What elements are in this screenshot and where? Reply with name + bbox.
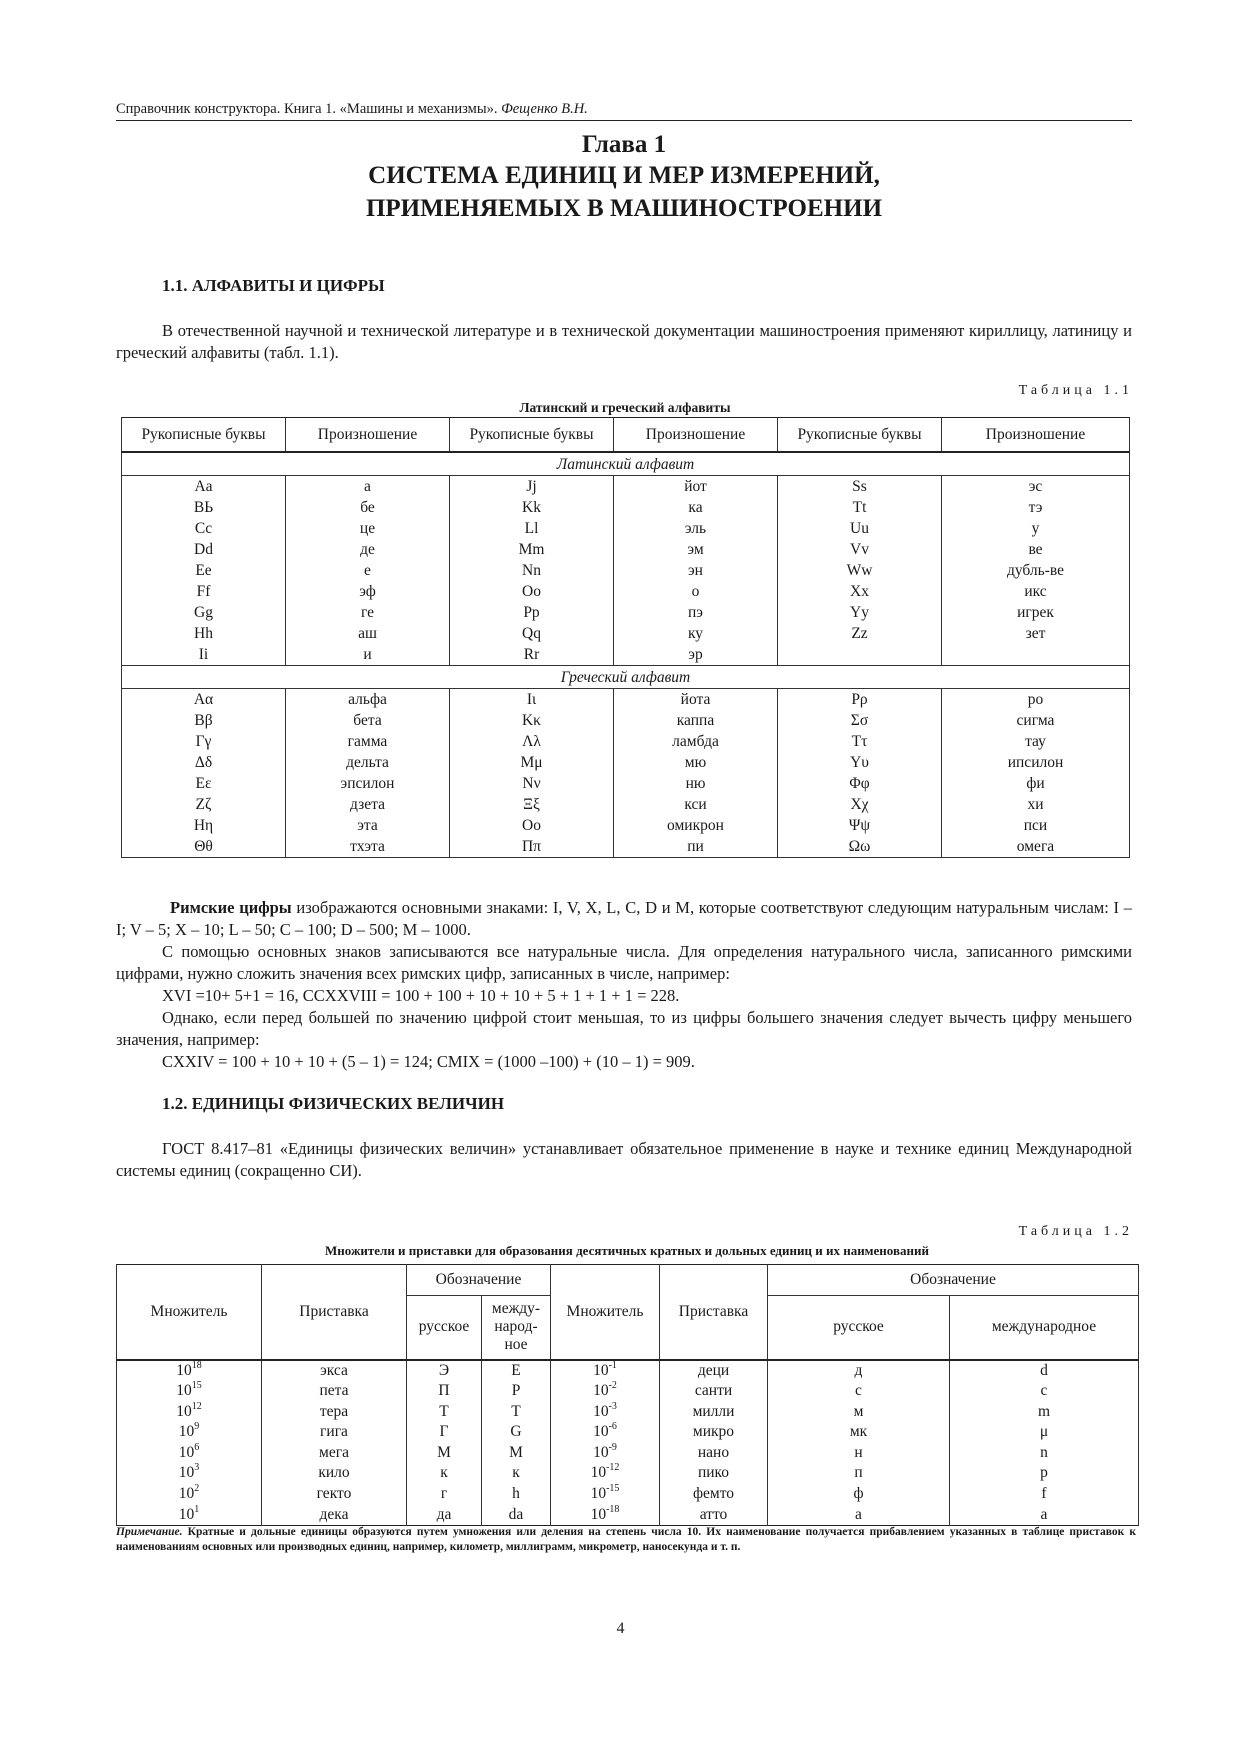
letter-cell: Ρρ: [778, 689, 942, 711]
letter-cell: Νν: [450, 773, 614, 794]
pronunciation-cell: зет: [942, 623, 1130, 644]
pronunciation-cell: а: [286, 476, 450, 498]
russian-symbol-cell: да: [407, 1505, 482, 1526]
pronunciation-cell: ро: [942, 689, 1130, 711]
pronunciation-cell: йот: [614, 476, 778, 498]
letter-cell: Δδ: [122, 752, 286, 773]
multiplier-header: Множитель: [551, 1265, 660, 1360]
multiplier-cell: [551, 1484, 660, 1505]
international-symbol-cell: n: [950, 1443, 1139, 1464]
pronunciation-cell: эн: [614, 560, 778, 581]
table-header-row: [122, 418, 1130, 453]
multiplier-cell: [117, 1422, 262, 1443]
russian-symbol-cell: ф: [768, 1484, 950, 1505]
multiplier-cell: [551, 1463, 660, 1484]
pronunciation-cell: ка: [614, 497, 778, 518]
prefix-cell: милли: [660, 1402, 768, 1423]
letter-cell: Xx: [778, 581, 942, 602]
section2-intro: ГОСТ 8.417–81 «Единицы физических величин» устанавливает обязательное применение в науке и технике единиц Международной системы единиц (сокращенно СИ).: [116, 1139, 1132, 1180]
column-header: Произношение: [286, 418, 450, 453]
russian-symbol-cell: г: [407, 1484, 482, 1505]
pronunciation-cell: и: [286, 644, 450, 666]
pronunciation-cell: тэ: [942, 497, 1130, 518]
prefix-cell: фемто: [660, 1484, 768, 1505]
multiplier-base: 10: [590, 1485, 607, 1503]
multiplier-exponent: -18: [606, 1503, 620, 1515]
pronunciation-cell: е: [286, 560, 450, 581]
letter-cell: Ll: [450, 518, 614, 539]
letter-cell: Ξξ: [450, 794, 614, 815]
letter-cell: Dd: [122, 539, 286, 560]
letter-cell: Ss: [778, 476, 942, 498]
table-row: [122, 518, 1130, 539]
section-heading-1-2: 1.2. ЕДИНИЦЫ ФИЗИЧЕСКИХ ВЕЛИЧИН: [162, 1094, 505, 1113]
pronunciation-cell: [942, 644, 1130, 666]
note-text: Кратные и дольные единицы образуются путем умножения или деления на степень числа 10. Их наименование получается прибавлением указанных в таблице приставок к наименованиям основных или производных единиц, например, километр, миллиграмм, микрометр, наносекунда и т. п.: [116, 1526, 1136, 1553]
russian-symbol-cell: Т: [407, 1402, 482, 1423]
letter-cell: Σσ: [778, 710, 942, 731]
multiplier-base: 10: [593, 1402, 609, 1420]
table-row: [122, 794, 1130, 815]
prefix-cell: нано: [660, 1443, 768, 1464]
multiplier-cell: [117, 1505, 262, 1526]
letter-cell: Aa: [122, 476, 286, 498]
table-row: [122, 773, 1130, 794]
multiplier-exponent: 9: [194, 1421, 200, 1433]
letter-cell: Hh: [122, 623, 286, 644]
pronunciation-cell: эм: [614, 539, 778, 560]
table-row: [122, 623, 1130, 644]
running-header: [116, 101, 588, 118]
letter-cell: Yy: [778, 602, 942, 623]
russian-symbol-cell: Э: [407, 1360, 482, 1382]
pronunciation-cell: ню: [614, 773, 778, 794]
pronunciation-cell: фи: [942, 773, 1130, 794]
table-row: [122, 815, 1130, 836]
international-symbol-cell: f: [950, 1484, 1139, 1505]
international-symbol-cell: T: [482, 1402, 551, 1423]
multiplier-cell: [551, 1443, 660, 1464]
international-symbol-cell: c: [950, 1381, 1139, 1402]
table-row: [117, 1360, 1139, 1382]
pronunciation-cell: гамма: [286, 731, 450, 752]
letter-cell: Εε: [122, 773, 286, 794]
multiplier-exponent: -1: [608, 1359, 617, 1371]
pronunciation-cell: мю: [614, 752, 778, 773]
russian-symbol-cell: М: [407, 1443, 482, 1464]
multiplier-exponent: 18: [191, 1359, 202, 1371]
table-row: [117, 1505, 1139, 1526]
header-title: Справочник конструктора. Книга 1. «Машины и механизмы».: [116, 101, 502, 117]
international-header: между-народ-ное: [482, 1296, 551, 1360]
prefix-cell: тера: [262, 1402, 407, 1423]
multiplier-base: 10: [593, 1361, 609, 1379]
table-row: [122, 710, 1130, 731]
multiplier-base: 10: [176, 1361, 192, 1379]
pronunciation-cell: це: [286, 518, 450, 539]
multiplier-cell: [551, 1381, 660, 1402]
table-row: [122, 644, 1130, 666]
column-header: Произношение: [942, 418, 1130, 453]
table2-caption: Множители и приставки для образования десятичных кратных и дольных единиц и их наименований: [325, 1243, 929, 1258]
pronunciation-cell: эль: [614, 518, 778, 539]
prefix-cell: санти: [660, 1381, 768, 1402]
russian-symbol-cell: а: [768, 1505, 950, 1526]
multiplier-exponent: -3: [608, 1400, 617, 1412]
pronunciation-cell: тау: [942, 731, 1130, 752]
pronunciation-cell: кси: [614, 794, 778, 815]
multiplier-base: 10: [593, 1443, 609, 1461]
letter-cell: Ωω: [778, 836, 942, 858]
multiplier-base: 10: [176, 1382, 192, 1400]
international-symbol-cell: G: [482, 1422, 551, 1443]
alphabet-section-title: Греческий алфавит: [122, 666, 1130, 689]
prefix-cell: гекто: [262, 1484, 407, 1505]
pronunciation-cell: сигма: [942, 710, 1130, 731]
roman-paragraph-2: С помощью основных знаков записываются все натуральные числа. Для определения натурального числа, записанного римскими цифрами, нужно сложить значения всех римских цифр, записанных в числе, например:: [116, 942, 1132, 983]
pronunciation-cell: эпсилон: [286, 773, 450, 794]
multiplier-base: 10: [178, 1464, 195, 1482]
roman-paragraph-1: [116, 897, 1132, 941]
pronunciation-cell: ве: [942, 539, 1130, 560]
prefix-cell: атто: [660, 1505, 768, 1526]
table-row: [122, 497, 1130, 518]
pronunciation-cell: эс: [942, 476, 1130, 498]
alphabet-section-title: Латинский алфавит: [122, 452, 1130, 476]
pronunciation-cell: дельта: [286, 752, 450, 773]
pronunciation-cell: альфа: [286, 689, 450, 711]
page-number: 4: [616, 1620, 625, 1637]
roman-term: Римские цифры: [170, 898, 292, 917]
pronunciation-cell: ку: [614, 623, 778, 644]
letter-cell: Qq: [450, 623, 614, 644]
table1-label: Таблица 1.1: [1018, 383, 1133, 398]
international-symbol-cell: p: [950, 1463, 1139, 1484]
pronunciation-cell: бе: [286, 497, 450, 518]
prefix-cell: пета: [262, 1381, 407, 1402]
pronunciation-cell: о: [614, 581, 778, 602]
multiplier-base: 10: [178, 1443, 195, 1461]
pronunciation-cell: эта: [286, 815, 450, 836]
multiplier-base: 10: [593, 1423, 609, 1441]
pronunciation-cell: аш: [286, 623, 450, 644]
designation-header: Обозначение: [407, 1265, 551, 1296]
letter-cell: Oo: [450, 581, 614, 602]
table2-note: [116, 1525, 1136, 1555]
pronunciation-cell: омикрон: [614, 815, 778, 836]
alphabet-section-row: [122, 666, 1130, 689]
russian-symbol-cell: п: [768, 1463, 950, 1484]
letter-cell: Ββ: [122, 710, 286, 731]
multiplier-header: Множитель: [117, 1265, 262, 1360]
table1-caption: Латинский и греческий алфавиты: [519, 400, 731, 415]
prefix-header: Приставка: [262, 1265, 407, 1360]
pronunciation-cell: каппа: [614, 710, 778, 731]
letter-cell: Ii: [122, 644, 286, 666]
multiplier-cell: [117, 1360, 262, 1382]
international-symbol-cell: d: [950, 1360, 1139, 1382]
letter-cell: Ππ: [450, 836, 614, 858]
russian-symbol-cell: мк: [768, 1422, 950, 1443]
pronunciation-cell: бета: [286, 710, 450, 731]
pronunciation-cell: хи: [942, 794, 1130, 815]
letter-cell: Θθ: [122, 836, 286, 858]
prefix-cell: мега: [262, 1443, 407, 1464]
table-row: [117, 1422, 1139, 1443]
multiplier-cell: [117, 1484, 262, 1505]
multiplier-cell: [551, 1360, 660, 1382]
pronunciation-cell: тхэта: [286, 836, 450, 858]
russian-symbol-cell: Г: [407, 1422, 482, 1443]
column-header: Рукописные буквы: [450, 418, 614, 453]
pronunciation-cell: икс: [942, 581, 1130, 602]
letter-cell: Οο: [450, 815, 614, 836]
multiplier-exponent: -15: [606, 1483, 620, 1495]
column-header: Произношение: [614, 418, 778, 453]
pronunciation-cell: эф: [286, 581, 450, 602]
letter-cell: BЬ: [122, 497, 286, 518]
letter-cell: Υυ: [778, 752, 942, 773]
multiplier-cell: [551, 1402, 660, 1423]
pronunciation-cell: ипсилон: [942, 752, 1130, 773]
table2-label: Таблица 1.2: [1018, 1224, 1133, 1239]
prefix-table-body: [117, 1360, 1139, 1526]
pronunciation-cell: дзета: [286, 794, 450, 815]
letter-cell: Αα: [122, 689, 286, 711]
letter-cell: Nn: [450, 560, 614, 581]
letter-cell: Κκ: [450, 710, 614, 731]
multiplier-cell: [117, 1443, 262, 1464]
russian-symbol-cell: к: [407, 1463, 482, 1484]
letter-cell: Kk: [450, 497, 614, 518]
letter-cell: Γγ: [122, 731, 286, 752]
prefix-cell: деци: [660, 1360, 768, 1382]
letter-cell: Vv: [778, 539, 942, 560]
international-symbol-cell: a: [950, 1505, 1139, 1526]
pronunciation-cell: игрек: [942, 602, 1130, 623]
roman-paragraph-3: XVI =10+ 5+1 = 16, CCXXVIII = 100 + 100 + 10 + 10 + 5 + 1 + 1 + 1 = 228.: [162, 986, 680, 1005]
letter-cell: Ww: [778, 560, 942, 581]
alphabet-table: [121, 417, 1130, 858]
table-row: [122, 560, 1130, 581]
international-symbol-cell: M: [482, 1443, 551, 1464]
letter-cell: Pp: [450, 602, 614, 623]
russian-header: русское: [768, 1296, 950, 1360]
table-row: [122, 752, 1130, 773]
table-row: [122, 836, 1130, 858]
letter-cell: Zz: [778, 623, 942, 644]
prefix-cell: кило: [262, 1463, 407, 1484]
multiplier-exponent: -12: [606, 1462, 620, 1474]
letter-cell: Ηη: [122, 815, 286, 836]
multiplier-exponent: -9: [608, 1441, 617, 1453]
prefix-cell: гига: [262, 1422, 407, 1443]
table-row: [122, 539, 1130, 560]
multiplier-exponent: -6: [608, 1421, 617, 1433]
alphabet-section-row: [122, 452, 1130, 476]
russian-symbol-cell: м: [768, 1402, 950, 1423]
multiplier-base: 10: [178, 1485, 195, 1503]
roman-p1-text: изображаются основными знаками: I, V, X, L, C, D и M, которые соответствуют следующим натуральным числам: I – I; V – 5; X – 10; L – 50; C – 100; D – 500; M – 1000.: [116, 898, 1132, 939]
russian-symbol-cell: П: [407, 1381, 482, 1402]
international-symbol-cell: h: [482, 1484, 551, 1505]
alphabet-table-body: [122, 452, 1130, 858]
multiplier-exponent: 3: [194, 1462, 200, 1474]
letter-cell: Mm: [450, 539, 614, 560]
section-heading-1-1: 1.1. АЛФАВИТЫ И ЦИФРЫ: [162, 276, 385, 295]
pronunciation-cell: де: [286, 539, 450, 560]
pronunciation-cell: ге: [286, 602, 450, 623]
multiplier-base: 10: [176, 1402, 192, 1420]
prefix-cell: микро: [660, 1422, 768, 1443]
prefix-header: Приставка: [660, 1265, 768, 1360]
multiplier-exponent: -2: [608, 1380, 617, 1392]
international-symbol-cell: P: [482, 1381, 551, 1402]
pronunciation-cell: эр: [614, 644, 778, 666]
pronunciation-cell: пэ: [614, 602, 778, 623]
letter-cell: Ιι: [450, 689, 614, 711]
table-row: [117, 1443, 1139, 1464]
letter-cell: Ψψ: [778, 815, 942, 836]
letter-cell: Χχ: [778, 794, 942, 815]
multiplier-cell: [551, 1422, 660, 1443]
section1-intro: В отечественной научной и технической литературе и в технической документации машиностроения применяют кириллицу, латиницу и греческий алфавиты (табл. 1.1).: [116, 321, 1132, 362]
letter-cell: Ζζ: [122, 794, 286, 815]
table-row: [122, 476, 1130, 498]
multiplier-base: 10: [178, 1423, 195, 1441]
roman-paragraph-5: CXXIV = 100 + 10 + 10 + (5 – 1) = 124; CMIX = (1000 –100) + (10 – 1) = 909.: [162, 1052, 695, 1071]
pronunciation-cell: омега: [942, 836, 1130, 858]
russian-symbol-cell: с: [768, 1381, 950, 1402]
letter-cell: Rr: [450, 644, 614, 666]
international-symbol-cell: E: [482, 1360, 551, 1382]
international-symbol-cell: к: [482, 1463, 551, 1484]
designation-header: Обозначение: [768, 1265, 1139, 1296]
prefix-cell: дека: [262, 1505, 407, 1526]
pronunciation-cell: йота: [614, 689, 778, 711]
column-header: Рукописные буквы: [778, 418, 942, 453]
table-row: [122, 689, 1130, 711]
russian-symbol-cell: н: [768, 1443, 950, 1464]
pronunciation-cell: ламбда: [614, 731, 778, 752]
table-row: [117, 1463, 1139, 1484]
russian-symbol-cell: д: [768, 1360, 950, 1382]
multiplier-base: 10: [590, 1505, 607, 1523]
letter-cell: Cc: [122, 518, 286, 539]
international-symbol-cell: da: [482, 1505, 551, 1526]
chapter-number: Глава 1: [581, 131, 667, 158]
letter-cell: [778, 644, 942, 666]
prefix-cell: пико: [660, 1463, 768, 1484]
international-symbol-cell: μ: [950, 1422, 1139, 1443]
multiplier-base: 10: [178, 1505, 195, 1523]
letter-cell: Μμ: [450, 752, 614, 773]
table-row: [122, 731, 1130, 752]
pronunciation-cell: пи: [614, 836, 778, 858]
letter-cell: Gg: [122, 602, 286, 623]
chapter-title-line2: ПРИМЕНЯЕМЫХ В МАШИНОСТРОЕНИИ: [365, 195, 883, 222]
letter-cell: Ff: [122, 581, 286, 602]
multiplier-exponent: 6: [194, 1441, 200, 1453]
multiplier-exponent: 2: [194, 1483, 200, 1495]
international-header: международное: [950, 1296, 1139, 1360]
column-header: Рукописные буквы: [122, 418, 286, 453]
multiplier-exponent: 12: [191, 1400, 202, 1412]
multiplier-base: 10: [590, 1464, 607, 1482]
roman-paragraph-4: Однако, если перед большей по значению цифрой стоит меньшая, то из цифры большего значения следует вычесть цифру меньшего значения, например:: [116, 1008, 1132, 1049]
header-rule: [116, 120, 1132, 121]
prefix-table: [116, 1264, 1139, 1526]
table-row: [117, 1381, 1139, 1402]
multiplier-cell: [551, 1505, 660, 1526]
pronunciation-cell: у: [942, 518, 1130, 539]
table-row: [117, 1484, 1139, 1505]
table-row: [122, 602, 1130, 623]
letter-cell: Tt: [778, 497, 942, 518]
letter-cell: Uu: [778, 518, 942, 539]
letter-cell: Φφ: [778, 773, 942, 794]
letter-cell: Ττ: [778, 731, 942, 752]
multiplier-exponent: 1: [194, 1503, 200, 1515]
note-label: Примечание.: [116, 1526, 183, 1538]
pronunciation-cell: дубль-ве: [942, 560, 1130, 581]
multiplier-cell: [117, 1463, 262, 1484]
multiplier-cell: [117, 1402, 262, 1423]
header-author: Фещенко В.Н.: [501, 101, 588, 117]
table-row: [122, 581, 1130, 602]
multiplier-exponent: 15: [191, 1380, 202, 1392]
letter-cell: Λλ: [450, 731, 614, 752]
table-row: [117, 1402, 1139, 1423]
prefix-cell: экса: [262, 1360, 407, 1382]
international-symbol-cell: m: [950, 1402, 1139, 1423]
chapter-title-line1: СИСТЕМА ЕДИНИЦ И МЕР ИЗМЕРЕНИЙ,: [368, 162, 880, 189]
letter-cell: Jj: [450, 476, 614, 498]
multiplier-base: 10: [593, 1382, 609, 1400]
letter-cell: Ee: [122, 560, 286, 581]
multiplier-cell: [117, 1381, 262, 1402]
russian-header: русское: [407, 1296, 482, 1360]
pronunciation-cell: пси: [942, 815, 1130, 836]
